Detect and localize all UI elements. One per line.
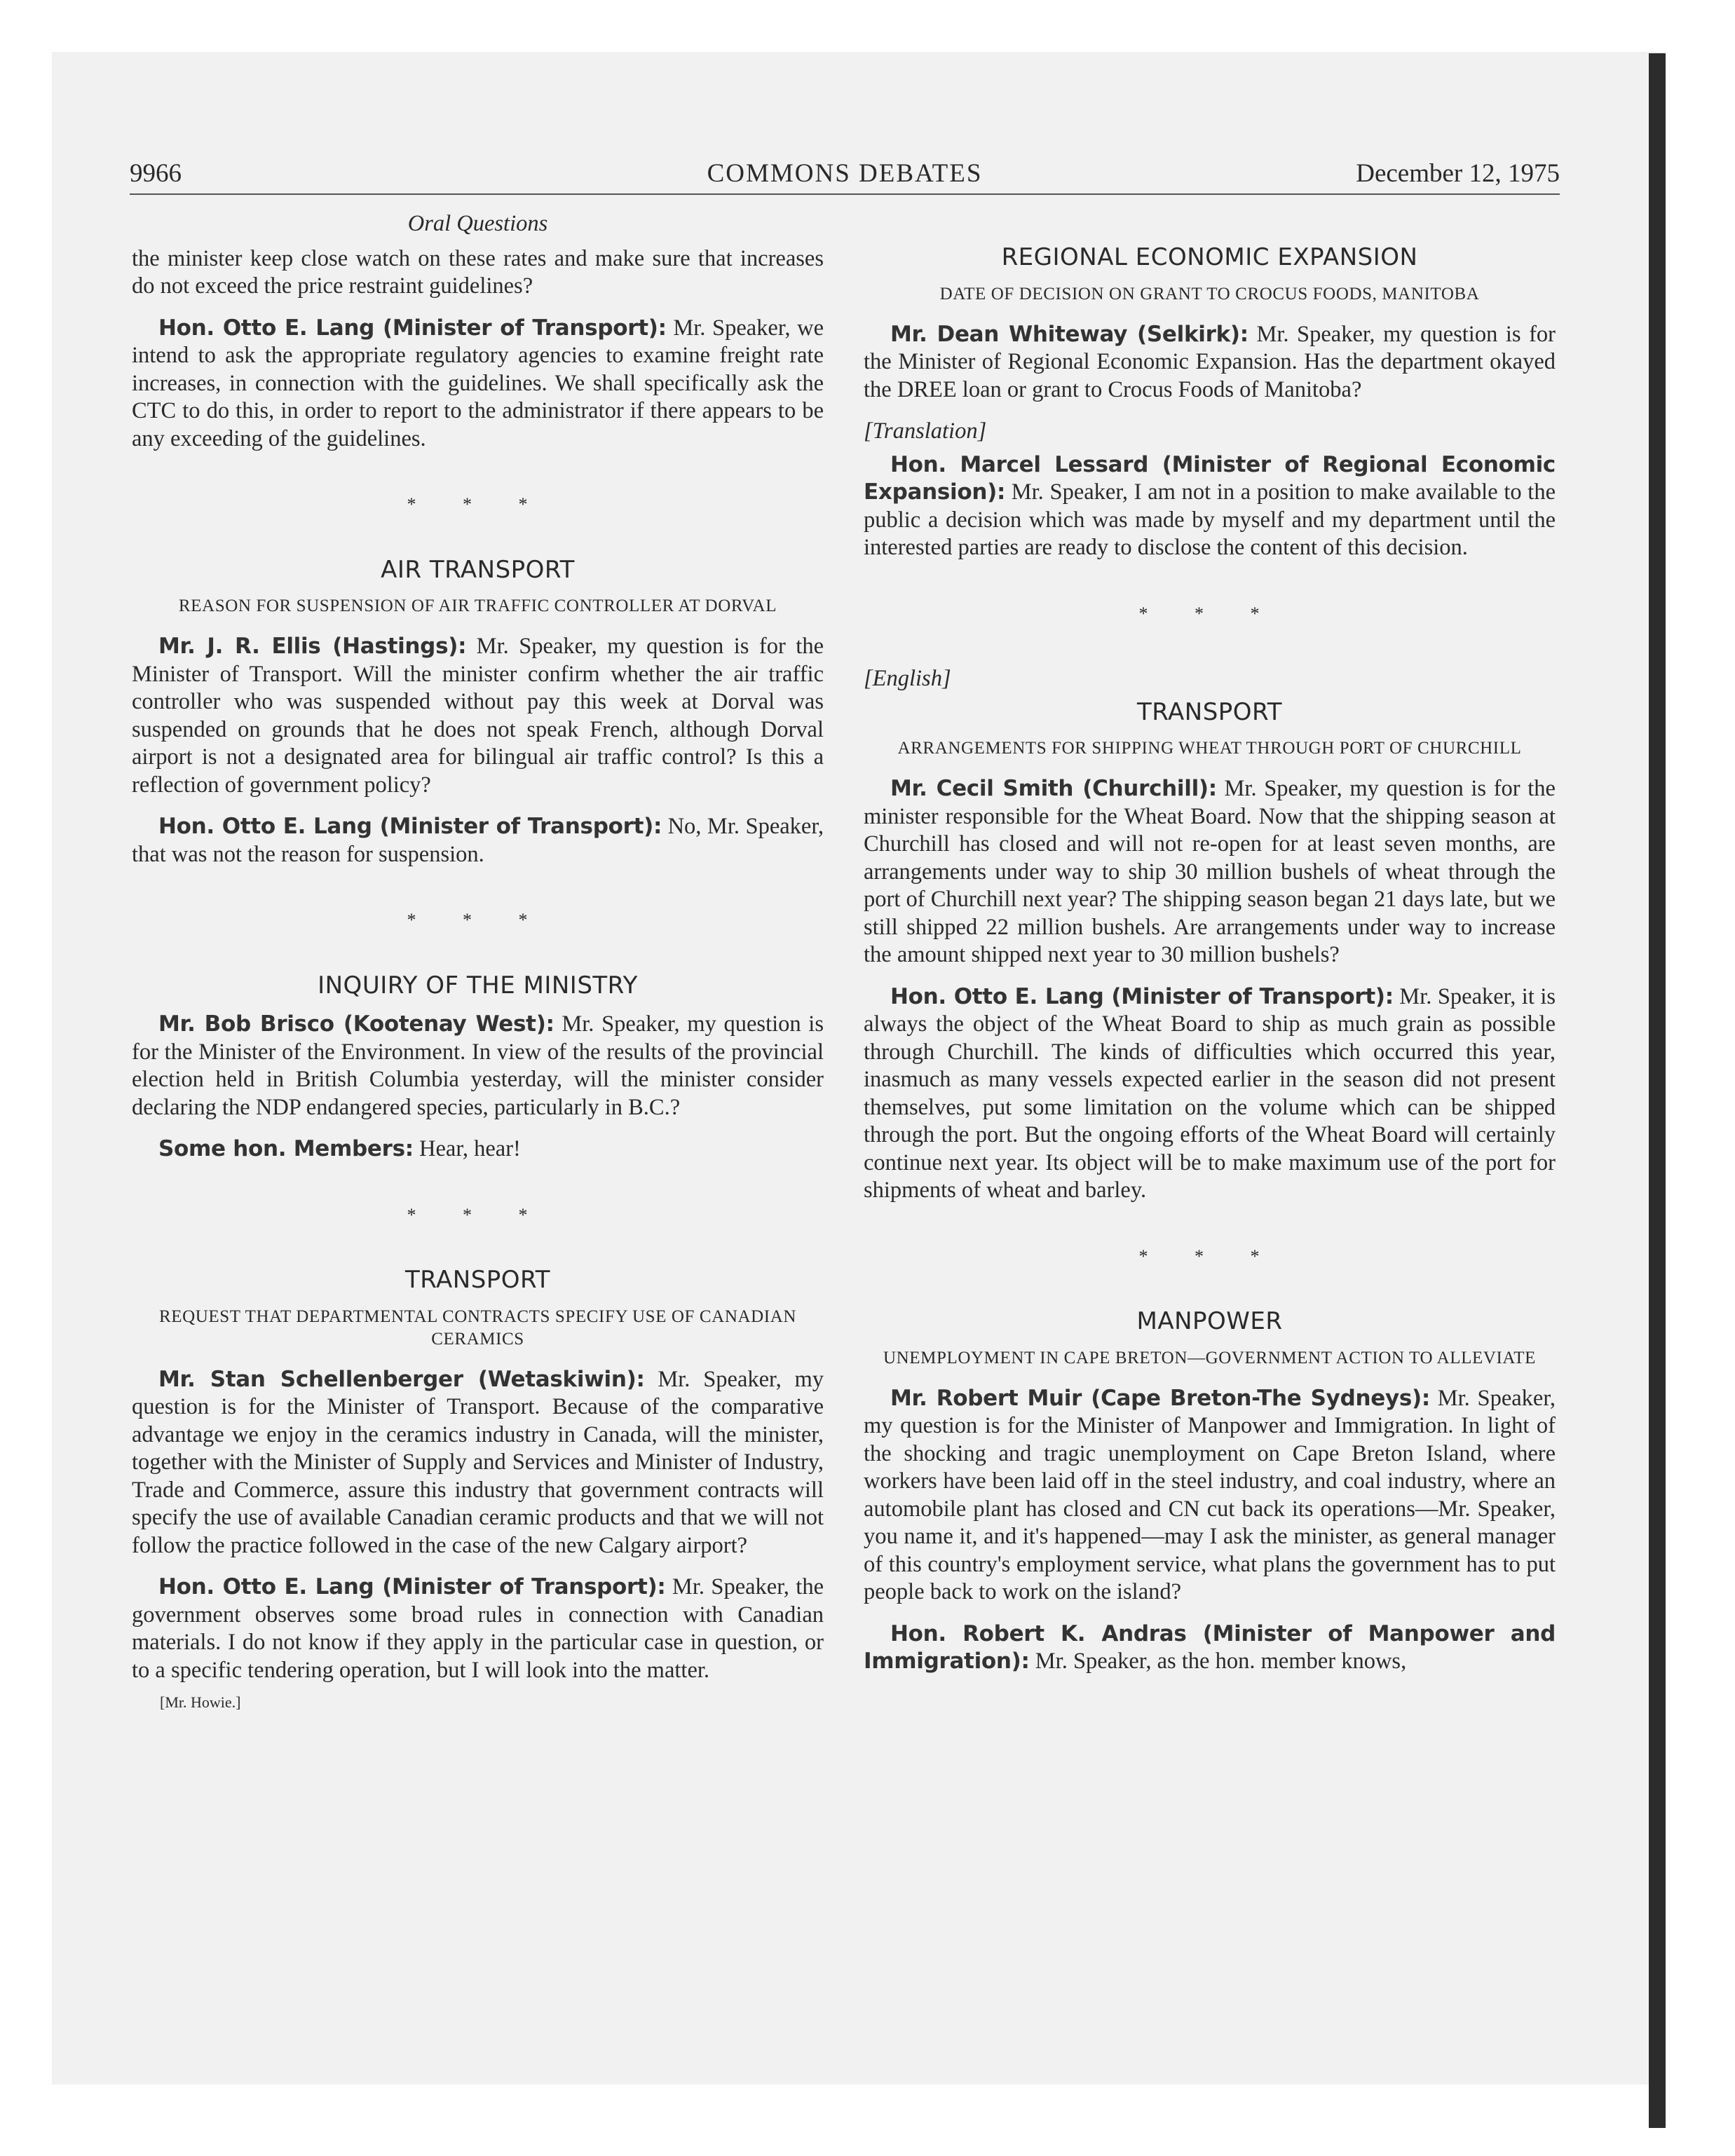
paragraph: the minister keep close watch on these rates and make sure that increases do not exceed the price restraint guidelines? — [132, 245, 824, 299]
section-separator: * * * — [1138, 603, 1281, 624]
speaker-name: Hon. Marcel Lessard (Minister of Regional Economic Expansion): — [864, 451, 1556, 505]
speech-text: Mr. Speaker, I am not in a position to make available to the public a decision which was made by myself and my department until the interested parties are ready to disclose the content of this decision. — [864, 479, 1556, 560]
speech-text: Mr. Speaker, my question is for the Minister of Regional Economic Expansion. Has the department okayed the DREE loan or grant to Crocus Foods of Manitoba? — [864, 321, 1556, 402]
right-column — [864, 210, 1556, 1690]
paragraph — [132, 633, 824, 799]
speech-text: Mr. Speaker, the government observes some broad rules in connection with Canadian materials. I do not know if they apply in the particular case in question, or to a specific tendering operation, but I will look into the matter. — [132, 1574, 824, 1683]
section-subheading: UNEMPLOYMENT IN CAPE BRETON—GOVERNMENT ACTION TO ALLEVIATE — [883, 1348, 1537, 1367]
speech-text: Mr. Speaker, my question is for the Minister of the Environment. In view of the results of the provincial election held in British Columbia yesterday, will the minister consider declaring the NDP endangered species, particularly in B.C.? — [132, 1011, 824, 1120]
section-heading: AIR TRANSPORT — [381, 555, 575, 584]
publication-title: COMMONS DEBATES — [707, 159, 983, 188]
section-subheading: REQUEST THAT DEPARTMENTAL CONTRACTS SPECIFY USE OF CANADIAN CERAMICS — [158, 1306, 797, 1349]
section-heading: MANPOWER — [1136, 1307, 1283, 1335]
section-heading: TRANSPORT — [1137, 697, 1282, 726]
speaker-name: Mr. J. R. Ellis (Hastings): — [158, 634, 467, 659]
speaker-name: Mr. Robert Muir (Cape Breton-The Sydneys): — [890, 1385, 1430, 1411]
paragraph — [132, 1011, 824, 1121]
speaker-name: Hon. Otto E. Lang (Minister of Transport): — [890, 983, 1394, 1009]
speech-text: Hear, hear! — [413, 1136, 521, 1161]
speech-text: Mr. Speaker, as the hon. member knows, — [1029, 1649, 1407, 1674]
language-marker: [English] — [864, 666, 951, 691]
publication-date: December 12, 1975 — [1356, 159, 1560, 188]
speech-text: Mr. Speaker, my question is for the minister responsible for the Wheat Board. Now that the shipping season at Churchill has closed and will not re-open for at least seven months, are arrangements under way to ship 30 million bushels of wheat through the port of Churchill next year? The shipping season began 21 days late, but we still shipped 22 million bushels. Are arrangements under way to increase the amount shipped next year to 30 million bushels? — [864, 776, 1556, 967]
paragraph — [864, 321, 1556, 404]
left-column — [132, 210, 824, 1717]
speech-text: Mr. Speaker, we intend to ask the appropriate regulatory agencies to examine freight rate increases, in connection with the guidelines. We shall specifically ask the CTC to do this, in order to report to the administrator if there appears to be any exceeding of the guidelines. — [132, 315, 824, 451]
speech-text: Mr. Speaker, my question is for the Minister of Manpower and Immigration. In light of the shocking and tragic unemployment on Cape Breton Island, where workers have been laid off in the steel industry, and coal industry, where an automobile plant has closed and CN cut back its operations—Mr. Speaker, you name it, and it's happened—may I ask the minister, as general manager of this country's employment service, what plans the government has to put people back to work on the island? — [864, 1385, 1556, 1604]
speaker-name: Hon. Otto E. Lang (Minister of Transport): — [158, 1574, 666, 1599]
speaker-name: Mr. Bob Brisco (Kootenay West): — [158, 1011, 554, 1037]
speaker-name: Mr. Stan Schellenberger (Wetaskiwin): — [158, 1366, 645, 1392]
speech-text: Mr. Speaker, it is always the object of the Wheat Board to ship as much grain as possible through Churchill. The kinds of difficulties which occurred this year, inasmuch as many vessels expected earlier in the season did not present themselves, put some limitation on the volume which can be shipped through the port. But the ongoing efforts of the Wheat Board will certainly continue next year. Its object will be to make maximum use of the port for shipments of wheat and barley. — [864, 983, 1556, 1203]
speaker-name: Hon. Otto E. Lang (Minister of Transport): — [158, 315, 667, 341]
paragraph — [132, 1366, 824, 1560]
paragraph — [864, 983, 1556, 1205]
language-marker: [Translation] — [864, 418, 987, 444]
paragraph — [864, 1385, 1556, 1606]
paragraph — [132, 813, 824, 868]
section-subheading: DATE OF DECISION ON GRANT TO CROCUS FOODS, MANITOBA — [939, 284, 1480, 303]
speaker-name: Some hon. Members: — [158, 1136, 414, 1161]
page-number: 9966 — [130, 159, 182, 188]
section-separator: * * * — [407, 1204, 549, 1225]
scan-edge-shadow — [1649, 53, 1666, 2128]
section-separator: * * * — [407, 494, 549, 514]
section-separator: * * * — [407, 910, 549, 930]
paragraph — [864, 451, 1556, 562]
paragraph — [864, 1621, 1556, 1676]
section-heading: TRANSPORT — [405, 1266, 550, 1294]
speech-text: Mr. Speaker, my question is for the Minister of Transport. Will the minister confirm whether the air traffic controller who was suspended without pay this week at Dorval was suspended on grounds that he does not speak French, although Dorval airport is not a designated area for bilingual air traffic control? Is this a reflection of government policy? — [132, 634, 824, 798]
speaker-name: Mr. Cecil Smith (Churchill): — [890, 776, 1217, 801]
section-separator: * * * — [1138, 1246, 1281, 1267]
paragraph — [132, 1574, 824, 1684]
footnote: [Mr. Howie.] — [160, 1693, 241, 1711]
page-header — [130, 158, 1560, 196]
section-subheading: ARRANGEMENTS FOR SHIPPING WHEAT THROUGH PORT OF CHURCHILL — [897, 739, 1522, 758]
speaker-name: Mr. Dean Whiteway (Selkirk): — [890, 321, 1248, 347]
paragraph — [132, 1135, 824, 1164]
header-rule — [130, 193, 1560, 195]
speaker-name: Hon. Otto E. Lang (Minister of Transport): — [158, 814, 662, 839]
section-heading: INQUIRY OF THE MINISTRY — [318, 971, 638, 999]
speaker-name: Hon. Robert K. Andras (Minister of Manpower and Immigration): — [864, 1621, 1556, 1674]
running-head: Oral Questions — [407, 211, 548, 236]
paragraph — [864, 775, 1556, 969]
section-heading: REGIONAL ECONOMIC EXPANSION — [1001, 243, 1418, 271]
section-subheading: REASON FOR SUSPENSION OF AIR TRAFFIC CONTROLLER AT DORVAL — [178, 596, 777, 615]
paragraph — [132, 315, 824, 453]
speech-text: No, Mr. Speaker, that was not the reason for suspension. — [132, 814, 824, 867]
speech-text: Mr. Speaker, my question is for the Minister of Transport. Because of the comparative advantage we enjoy in the ceramics industry in Canada, will the minister, together with the Minister of Supply and Services and Minister of Industry, Trade and Commerce, assure this industry that government contracts will specify the use of available Canadian ceramic products and that we will not follow the practice followed in the case of the new Calgary airport? — [132, 1366, 824, 1558]
